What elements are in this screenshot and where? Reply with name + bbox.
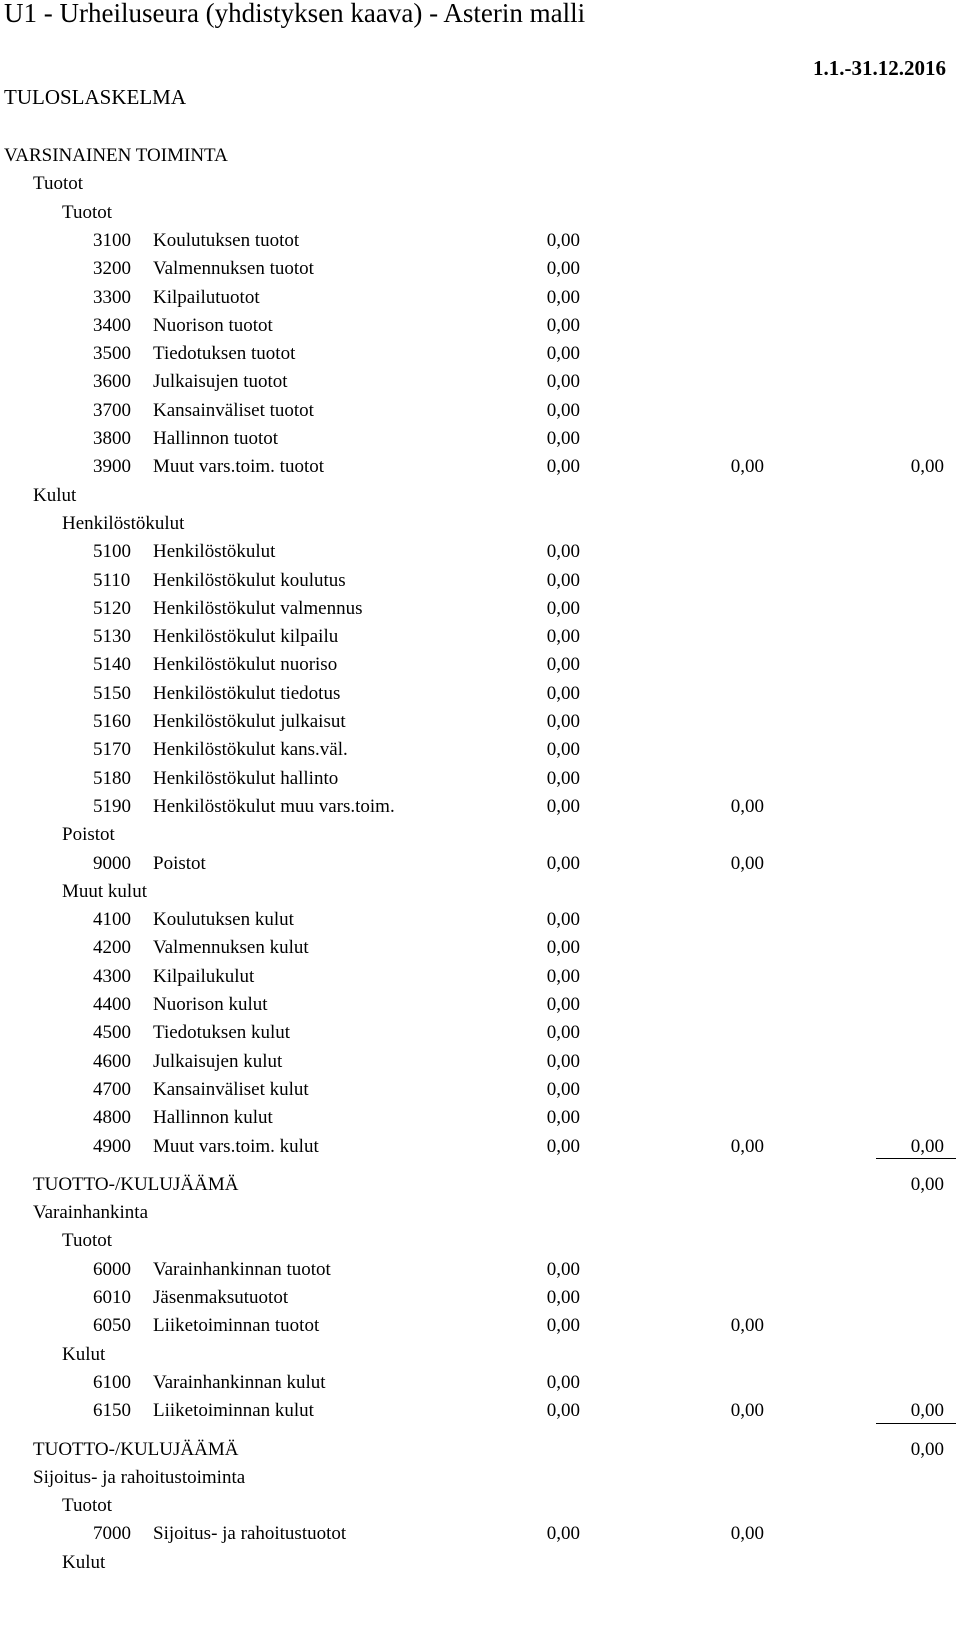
amount-total: 0,00 xyxy=(910,1135,944,1157)
amount-subtotal: 0,00 xyxy=(730,1135,764,1157)
account-row xyxy=(0,1104,960,1132)
amount-account: 0,00 xyxy=(546,1287,580,1308)
section-label: Varainhankinta xyxy=(33,1202,149,1224)
section-heading-row xyxy=(0,142,960,170)
amount-account: 0,00 xyxy=(546,654,580,676)
account-name: Liiketoiminnan tuotot xyxy=(153,1315,320,1337)
account-name: Tiedotuksen tuotot xyxy=(153,343,296,365)
account-row xyxy=(0,595,960,623)
account-code: 4800 xyxy=(93,1107,131,1129)
amount-account: 0,00 xyxy=(546,965,580,987)
account-code: 5160 xyxy=(93,711,131,732)
account-code: 4500 xyxy=(93,1022,131,1044)
account-name: Kilpailutuotot xyxy=(153,286,260,308)
amount-account: 0,00 xyxy=(546,371,580,393)
total-underline xyxy=(876,1423,956,1424)
section-label: TUOTTO-/KULUJÄÄMÄ xyxy=(33,1173,239,1195)
section-heading-row xyxy=(0,1492,960,1520)
section-heading-row xyxy=(0,1171,960,1199)
amount-account: 0,00 xyxy=(546,1107,580,1129)
amount-account: 0,00 xyxy=(546,1135,580,1157)
account-row xyxy=(0,397,960,425)
account-name: Julkaisujen tuotot xyxy=(153,371,288,393)
account-row xyxy=(0,708,960,736)
account-row xyxy=(0,1048,960,1076)
section-label: Kulut xyxy=(62,1343,106,1365)
account-row xyxy=(0,850,960,878)
account-row xyxy=(0,1312,960,1340)
amount-account: 0,00 xyxy=(546,229,580,251)
section-label: Tuotot xyxy=(62,1495,112,1517)
section-heading-row xyxy=(0,878,960,906)
account-code: 3800 xyxy=(93,428,131,449)
account-name: Henkilöstökulut muu vars.toim. xyxy=(153,795,395,817)
account-name: Henkilöstökulut kans.väl. xyxy=(153,739,348,761)
amount-account: 0,00 xyxy=(546,739,580,761)
account-code: 9000 xyxy=(93,852,131,874)
account-row xyxy=(0,934,960,962)
section-heading-row xyxy=(0,1199,960,1227)
account-row xyxy=(0,906,960,934)
account-code: 5140 xyxy=(93,654,131,676)
report-header-title: U1 - Urheiluseura (yhdistyksen kaava) - Asterin malli xyxy=(4,0,586,28)
account-name: Nuorison kulut xyxy=(153,994,268,1015)
amount-account: 0,00 xyxy=(546,1022,580,1044)
amount-subtotal: 0,00 xyxy=(730,795,764,817)
account-row xyxy=(0,1397,960,1425)
amount-account: 0,00 xyxy=(546,852,580,874)
amount-subtotal: 0,00 xyxy=(730,1523,764,1545)
account-name: Henkilöstökulut koulutus xyxy=(153,569,346,591)
account-name: Nuorison tuotot xyxy=(153,314,273,336)
section-label: Sijoitus- ja rahoitustoiminta xyxy=(33,1466,246,1488)
account-name: Julkaisujen kulut xyxy=(153,1050,283,1072)
account-code: 3700 xyxy=(93,399,131,421)
account-code: 5170 xyxy=(93,739,131,761)
account-name: Henkilöstökulut tiedotus xyxy=(153,682,341,704)
account-name: Henkilöstökulut nuoriso xyxy=(153,654,338,676)
account-code: 3600 xyxy=(93,371,131,393)
account-row xyxy=(0,538,960,566)
section-label: Tuotot xyxy=(62,1230,112,1252)
amount-account: 0,00 xyxy=(546,399,580,421)
amount-account: 0,00 xyxy=(546,314,580,336)
section-label: TUOTTO-/KULUJÄÄMÄ xyxy=(33,1438,239,1460)
account-code: 4300 xyxy=(93,965,131,987)
account-row xyxy=(0,765,960,793)
account-row xyxy=(0,567,960,595)
section-heading-row xyxy=(0,510,960,538)
section-heading-row xyxy=(0,199,960,227)
account-code: 5120 xyxy=(93,597,131,619)
account-row xyxy=(0,255,960,283)
amount-account: 0,00 xyxy=(546,937,580,959)
section-label: Kulut xyxy=(33,484,77,506)
section-heading-row xyxy=(0,1341,960,1369)
section-heading-row xyxy=(0,821,960,849)
amount-account: 0,00 xyxy=(546,767,580,789)
account-row xyxy=(0,1256,960,1284)
account-row xyxy=(0,312,960,340)
account-row xyxy=(0,963,960,991)
account-code: 5110 xyxy=(93,569,131,591)
account-row xyxy=(0,1520,960,1548)
amount-subtotal: 0,00 xyxy=(730,852,764,874)
amount-account: 0,00 xyxy=(546,795,580,817)
section-label: VARSINAINEN TOIMINTA xyxy=(4,145,228,166)
amount-account: 0,00 xyxy=(546,597,580,619)
account-code: 5150 xyxy=(93,682,131,704)
amount-account: 0,00 xyxy=(546,428,580,449)
account-name: Jäsenmaksutuotot xyxy=(153,1287,289,1308)
account-code: 6100 xyxy=(93,1371,131,1393)
account-row xyxy=(0,736,960,764)
account-name: Muut vars.toim. kulut xyxy=(153,1135,319,1157)
account-code: 4100 xyxy=(93,909,131,931)
account-code: 4700 xyxy=(93,1078,131,1100)
account-row xyxy=(0,1284,960,1312)
account-row xyxy=(0,991,960,1019)
account-code: 5100 xyxy=(93,541,131,563)
account-code: 3900 xyxy=(93,456,131,478)
account-code: 3500 xyxy=(93,343,131,365)
account-name: Henkilöstökulut julkaisut xyxy=(153,711,346,732)
account-name: Koulutuksen tuotot xyxy=(153,229,300,251)
account-name: Henkilöstökulut hallinto xyxy=(153,767,339,789)
account-name: Koulutuksen kulut xyxy=(153,909,294,931)
amount-account: 0,00 xyxy=(546,1078,580,1100)
amount-total: 0,00 xyxy=(910,1400,944,1422)
amount-account: 0,00 xyxy=(546,682,580,704)
amount-account: 0,00 xyxy=(546,1400,580,1422)
amount-total: 0,00 xyxy=(910,456,944,478)
amount-subtotal: 0,00 xyxy=(730,1400,764,1422)
account-code: 3200 xyxy=(93,258,131,280)
section-label: Henkilöstökulut xyxy=(62,512,185,534)
account-name: Valmennuksen kulut xyxy=(153,937,309,959)
section-label: Poistot xyxy=(62,824,115,846)
account-code: 3300 xyxy=(93,286,131,308)
account-name: Muut vars.toim. tuotot xyxy=(153,456,324,478)
amount-account: 0,00 xyxy=(546,711,580,732)
section-label: Tuotot xyxy=(33,173,83,195)
account-row xyxy=(0,651,960,679)
amount-total: 0,00 xyxy=(910,1173,944,1195)
section-heading-row xyxy=(0,482,960,510)
account-name: Varainhankinnan tuotot xyxy=(153,1258,331,1280)
amount-account: 0,00 xyxy=(546,569,580,591)
account-row xyxy=(0,340,960,368)
account-row xyxy=(0,1076,960,1104)
amount-account: 0,00 xyxy=(546,994,580,1015)
account-name: Kansainväliset kulut xyxy=(153,1078,309,1100)
account-row xyxy=(0,368,960,396)
account-code: 6050 xyxy=(93,1315,131,1337)
amount-account: 0,00 xyxy=(546,258,580,280)
amount-total: 0,00 xyxy=(910,1438,944,1460)
amount-account: 0,00 xyxy=(546,909,580,931)
account-code: 4200 xyxy=(93,937,131,959)
account-row xyxy=(0,793,960,821)
amount-account: 0,00 xyxy=(546,343,580,365)
section-heading-row xyxy=(0,1227,960,1255)
account-row xyxy=(0,1133,960,1161)
amount-account: 0,00 xyxy=(546,286,580,308)
section-heading-row xyxy=(0,1436,960,1464)
amount-account: 0,00 xyxy=(546,456,580,478)
amount-account: 0,00 xyxy=(546,1523,580,1545)
section-heading-row xyxy=(0,1549,960,1577)
amount-account: 0,00 xyxy=(546,626,580,648)
account-row xyxy=(0,1369,960,1397)
account-name: Kansainväliset tuotot xyxy=(153,399,314,421)
total-underline xyxy=(876,1158,956,1159)
section-heading-row xyxy=(0,170,960,198)
account-row xyxy=(0,284,960,312)
section-label: Kulut xyxy=(62,1551,106,1573)
section-label: Muut kulut xyxy=(62,880,147,902)
account-code: 3100 xyxy=(93,229,131,251)
amount-subtotal: 0,00 xyxy=(730,1315,764,1337)
amount-account: 0,00 xyxy=(546,1315,580,1337)
section-label: Tuotot xyxy=(62,201,112,223)
account-row xyxy=(0,1019,960,1047)
amount-account: 0,00 xyxy=(546,541,580,563)
account-name: Valmennuksen tuotot xyxy=(153,258,314,280)
account-name: Tiedotuksen kulut xyxy=(153,1022,291,1044)
account-code: 6000 xyxy=(93,1258,131,1280)
account-code: 4400 xyxy=(93,994,131,1015)
account-code: 3400 xyxy=(93,314,131,336)
account-row xyxy=(0,623,960,651)
account-name: Henkilöstökulut xyxy=(153,541,276,563)
account-code: 6010 xyxy=(93,1287,131,1308)
amount-account: 0,00 xyxy=(546,1050,580,1072)
account-name: Hallinnon tuotot xyxy=(153,428,279,449)
report-period: 1.1.-31.12.2016 xyxy=(813,56,946,80)
account-code: 5190 xyxy=(93,795,131,817)
account-code: 4600 xyxy=(93,1050,131,1072)
account-row xyxy=(0,425,960,453)
section-heading-row xyxy=(0,1464,960,1492)
account-name: Henkilöstökulut kilpailu xyxy=(153,626,339,648)
amount-account: 0,00 xyxy=(546,1371,580,1393)
account-code: 5180 xyxy=(93,767,131,789)
account-row xyxy=(0,453,960,481)
account-code: 5130 xyxy=(93,626,131,648)
amount-subtotal: 0,00 xyxy=(730,456,764,478)
account-code: 7000 xyxy=(93,1523,131,1545)
report-title: TULOSLASKELMA xyxy=(4,85,186,109)
account-name: Varainhankinnan kulut xyxy=(153,1371,326,1393)
amount-account: 0,00 xyxy=(546,1258,580,1280)
account-row xyxy=(0,227,960,255)
account-name: Henkilöstökulut valmennus xyxy=(153,597,363,619)
account-row xyxy=(0,680,960,708)
account-code: 4900 xyxy=(93,1135,131,1157)
account-name: Hallinnon kulut xyxy=(153,1107,273,1129)
account-name: Liiketoiminnan kulut xyxy=(153,1400,314,1422)
account-name: Sijoitus- ja rahoitustuotot xyxy=(153,1523,347,1545)
account-name: Kilpailukulut xyxy=(153,965,255,987)
account-name: Poistot xyxy=(153,852,206,874)
account-code: 6150 xyxy=(93,1400,131,1422)
